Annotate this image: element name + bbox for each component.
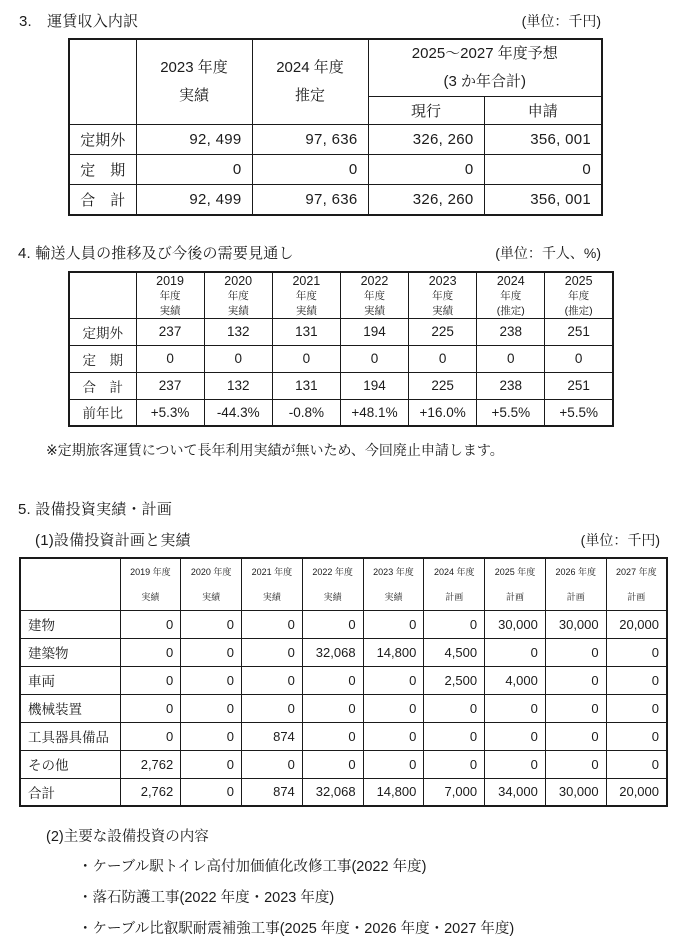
header-row — [20, 558, 667, 610]
column-header-line: 実績 — [202, 591, 221, 602]
table-row — [20, 610, 667, 638]
year-column-header — [424, 558, 485, 610]
investment-items-list — [78, 858, 679, 938]
year-column-header — [606, 558, 667, 610]
value-cell: 4,000 — [485, 666, 546, 694]
section4-title: 4. 輸送人員の推移及び今後の需要見通し — [18, 244, 294, 262]
row-label: 合 計 — [69, 185, 136, 215]
column-header-line: 2026 年度 — [555, 566, 596, 577]
section3-unit-label: (単位：千円) — [521, 13, 601, 29]
value-cell: 0 — [136, 345, 204, 372]
value-cell: +5.3% — [136, 399, 204, 426]
investment-item: ・ケーブル駅トイレ高付加価値化改修工事(2022 年度) — [78, 859, 427, 876]
column-header-line: 年度 — [568, 290, 590, 303]
value-cell: 2,500 — [424, 666, 485, 694]
value-cell: 97, 636 — [252, 125, 368, 155]
column-header-2023 — [136, 39, 252, 125]
passenger-trend-table — [68, 271, 614, 428]
value-cell: 874 — [242, 722, 303, 750]
column-header-line: 実績 — [363, 304, 385, 317]
abolition-note: ※定期旅客運賃について長年利用実績が無いため、今回廃止申請します。 — [46, 442, 504, 459]
table-row — [69, 185, 602, 215]
value-cell: 0 — [242, 638, 303, 666]
column-header-2024 — [252, 39, 368, 125]
header-row-1 — [69, 39, 602, 97]
year-column-header — [363, 558, 424, 610]
value-cell: 326, 260 — [368, 125, 484, 155]
corner-cell — [69, 272, 136, 319]
value-cell: 0 — [606, 722, 667, 750]
value-cell: +5.5% — [477, 399, 545, 426]
year-column-header — [409, 272, 477, 319]
column-header-line: 実績 — [295, 304, 317, 317]
value-cell: 30,000 — [485, 610, 546, 638]
value-cell: 0 — [424, 750, 485, 778]
section5-sub2-title: (2)主要な設備投資の内容 — [46, 829, 209, 846]
section4-heading-row — [18, 242, 601, 263]
column-header-line: 2025 年度 — [494, 566, 536, 577]
fare-revenue-table-body — [69, 125, 602, 215]
value-cell: 0 — [120, 722, 181, 750]
value-cell: 0 — [363, 750, 424, 778]
table-row — [69, 318, 613, 345]
value-cell: 0 — [545, 666, 606, 694]
column-header-line: 年度 — [500, 290, 522, 303]
value-cell: 237 — [136, 318, 204, 345]
value-cell: 0 — [606, 638, 667, 666]
value-cell: 97, 636 — [252, 185, 368, 215]
value-cell: 356, 001 — [484, 125, 602, 155]
value-cell: 0 — [485, 694, 546, 722]
value-cell: 0 — [363, 722, 424, 750]
column-header-line: 実績 — [384, 591, 403, 602]
column-header-line: 実績 — [159, 304, 181, 317]
column-header-line: 実績 — [262, 591, 281, 602]
section3-heading-row — [19, 10, 601, 31]
value-cell: 194 — [340, 318, 408, 345]
value-cell: 4,500 — [424, 638, 485, 666]
value-cell: 0 — [485, 722, 546, 750]
value-cell: 0 — [363, 666, 424, 694]
value-cell: 0 — [606, 694, 667, 722]
value-cell: 0 — [302, 750, 363, 778]
column-header-line: 2025 — [564, 273, 593, 288]
column-header-line: 実績 — [178, 87, 209, 104]
column-header-line: 2025～2027 年度予想 — [411, 45, 558, 62]
column-header-line: 年度 — [432, 290, 454, 303]
passenger-trend-table-header — [69, 272, 613, 319]
fare-revenue-table-header — [69, 39, 602, 125]
table-row — [69, 372, 613, 399]
value-cell: 0 — [368, 155, 484, 185]
value-cell: 0 — [272, 345, 340, 372]
value-cell: 7,000 — [424, 778, 485, 806]
value-cell: 0 — [545, 694, 606, 722]
year-column-header — [485, 558, 546, 610]
value-cell: 0 — [302, 666, 363, 694]
year-column-header — [545, 558, 606, 610]
header-row — [69, 272, 613, 319]
column-header-line: 2023 — [428, 273, 457, 288]
value-cell: 194 — [340, 372, 408, 399]
section3-title: 3. 運賃収入内訳 — [19, 13, 139, 30]
column-header-line: 計画 — [627, 591, 646, 602]
value-cell: 0 — [545, 638, 606, 666]
value-cell: 237 — [136, 372, 204, 399]
value-cell: 0 — [181, 694, 242, 722]
value-cell: 0 — [181, 778, 242, 806]
column-header-current: 現行 — [368, 97, 484, 125]
value-cell: 30,000 — [545, 610, 606, 638]
section5-sub1-heading-row — [35, 529, 660, 550]
value-cell: 0 — [545, 722, 606, 750]
value-cell: 0 — [340, 345, 408, 372]
year-column-header — [120, 558, 181, 610]
table-row — [69, 125, 602, 155]
column-header-line: 2022 — [360, 273, 389, 288]
row-label: 工具器具備品 — [20, 722, 120, 750]
value-cell: 0 — [242, 750, 303, 778]
row-label: その他 — [20, 750, 120, 778]
value-cell: 0 — [409, 345, 477, 372]
column-header-line: 実績 — [432, 304, 454, 317]
column-header-line: 計画 — [505, 591, 524, 602]
value-cell: 0 — [181, 722, 242, 750]
row-label: 定期外 — [69, 125, 136, 155]
value-cell: 0 — [252, 155, 368, 185]
value-cell: 238 — [477, 318, 545, 345]
value-cell: 0 — [242, 694, 303, 722]
column-header-line: 2027 年度 — [616, 566, 657, 577]
section4-unit-label: (単位：千人、%) — [495, 244, 601, 261]
row-label: 定 期 — [69, 155, 136, 185]
row-label: 車両 — [20, 666, 120, 694]
column-header-line: 2024 年度 — [276, 59, 344, 76]
value-cell: 0 — [181, 666, 242, 694]
passenger-trend-table-body — [69, 318, 613, 426]
value-cell: 0 — [302, 610, 363, 638]
value-cell: 225 — [409, 318, 477, 345]
value-cell: 0 — [484, 155, 602, 185]
capital-investment-table-header — [20, 558, 667, 610]
value-cell: 0 — [424, 694, 485, 722]
row-label: 建物 — [20, 610, 120, 638]
value-cell: +5.5% — [545, 399, 613, 426]
row-label: 機械装置 — [20, 694, 120, 722]
value-cell: 32,068 — [302, 638, 363, 666]
column-header-line: 2021 年度 — [251, 566, 293, 577]
table-row — [20, 666, 667, 694]
value-cell: 30,000 — [545, 778, 606, 806]
value-cell: 0 — [363, 610, 424, 638]
table-row — [69, 155, 602, 185]
table-row — [69, 345, 613, 372]
value-cell: 238 — [477, 372, 545, 399]
column-header-line: 推定 — [294, 87, 325, 104]
value-cell: 0 — [606, 750, 667, 778]
column-header-line: 2023 年度 — [160, 59, 228, 76]
column-header-line: 計画 — [445, 591, 464, 602]
value-cell: 0 — [424, 610, 485, 638]
value-cell: 20,000 — [606, 610, 667, 638]
column-header-line: 計画 — [566, 591, 585, 602]
value-cell: 132 — [204, 372, 272, 399]
value-cell: 0 — [181, 610, 242, 638]
value-cell: 131 — [272, 318, 340, 345]
value-cell: 0 — [181, 750, 242, 778]
column-header-applied: 申請 — [484, 97, 602, 125]
year-column-header — [242, 558, 303, 610]
year-column-header — [272, 272, 340, 319]
investment-item: ・ケーブル比叡駅耐震補強工事(2025 年度・2026 年度・2027 年度) — [78, 921, 515, 938]
table-row — [69, 399, 613, 426]
value-cell: 0 — [242, 666, 303, 694]
column-header-line: 2019 年度 — [130, 566, 171, 577]
fare-revenue-table — [68, 38, 603, 216]
document-page — [0, 10, 679, 940]
value-cell: 0 — [136, 155, 252, 185]
value-cell: 131 — [272, 372, 340, 399]
corner-cell — [20, 558, 120, 610]
year-column-header — [136, 272, 204, 319]
value-cell: 326, 260 — [368, 185, 484, 215]
row-label: 定 期 — [69, 345, 136, 372]
value-cell: 92, 499 — [136, 125, 252, 155]
value-cell: 0 — [485, 638, 546, 666]
year-column-header — [204, 272, 272, 319]
value-cell: -0.8% — [272, 399, 340, 426]
value-cell: 0 — [120, 638, 181, 666]
column-header-line: 2020 — [224, 273, 253, 288]
value-cell: 0 — [606, 666, 667, 694]
value-cell: 32,068 — [302, 778, 363, 806]
value-cell: 0 — [545, 345, 613, 372]
column-header-line: (3 か年合計) — [443, 73, 527, 90]
year-column-header — [477, 272, 545, 319]
year-column-header — [302, 558, 363, 610]
row-label: 合計 — [20, 778, 120, 806]
value-cell: 132 — [204, 318, 272, 345]
column-header-line: 2022 年度 — [312, 566, 353, 577]
corner-cell — [69, 39, 136, 125]
section5-unit-label: (単位：千円) — [580, 532, 660, 549]
value-cell: 0 — [477, 345, 545, 372]
column-header-line: 2024 — [496, 273, 525, 288]
row-label: 定期外 — [69, 318, 136, 345]
column-header-line: 年度 — [363, 290, 385, 303]
value-cell: 34,000 — [485, 778, 546, 806]
value-cell: 0 — [363, 694, 424, 722]
value-cell: 14,800 — [363, 638, 424, 666]
value-cell: 0 — [485, 750, 546, 778]
row-label: 合 計 — [69, 372, 136, 399]
investment-item: ・落石防護工事(2022 年度・2023 年度) — [78, 890, 335, 907]
value-cell: 0 — [181, 638, 242, 666]
value-cell: 2,762 — [120, 778, 181, 806]
column-header-line: (推定) — [564, 304, 593, 317]
column-header-line: 2020 年度 — [190, 566, 232, 577]
column-header-line: 年度 — [159, 290, 181, 303]
value-cell: 0 — [302, 694, 363, 722]
column-header-forecast — [368, 39, 602, 97]
capital-investment-table — [19, 557, 668, 807]
row-label: 建築物 — [20, 638, 120, 666]
column-header-line: 年度 — [227, 290, 249, 303]
value-cell: 0 — [545, 750, 606, 778]
year-column-header — [545, 272, 613, 319]
row-label: 前年比 — [69, 399, 136, 426]
column-header-line: 2019 — [156, 273, 184, 288]
column-header-line: 2021 — [292, 273, 321, 288]
value-cell: 251 — [545, 372, 613, 399]
year-column-header — [181, 558, 242, 610]
table-row — [20, 694, 667, 722]
value-cell: -44.3% — [204, 399, 272, 426]
value-cell: 0 — [204, 345, 272, 372]
column-header-line: 実績 — [227, 304, 249, 317]
year-column-header — [340, 272, 408, 319]
value-cell: 20,000 — [606, 778, 667, 806]
value-cell: 0 — [120, 610, 181, 638]
section5-title: 5. 設備投資実績・計画 — [18, 501, 173, 519]
column-header-line: 2024 年度 — [433, 566, 475, 577]
table-row — [20, 722, 667, 750]
value-cell: 0 — [424, 722, 485, 750]
column-header-line: 実績 — [323, 591, 342, 602]
value-cell: 251 — [545, 318, 613, 345]
column-header-line: 2023 年度 — [373, 566, 414, 577]
table-row — [20, 778, 667, 806]
value-cell: 0 — [120, 694, 181, 722]
column-header-line: 実績 — [141, 591, 160, 602]
column-header-line: (推定) — [496, 304, 525, 317]
value-cell: 14,800 — [363, 778, 424, 806]
table-row — [20, 750, 667, 778]
value-cell: 874 — [242, 778, 303, 806]
capital-investment-table-body — [20, 610, 667, 806]
value-cell: 0 — [120, 666, 181, 694]
table-row — [20, 638, 667, 666]
value-cell: 225 — [409, 372, 477, 399]
section5-sub1-title: (1)設備投資計画と実績 — [35, 532, 191, 550]
value-cell: 356, 001 — [484, 185, 602, 215]
value-cell: +48.1% — [340, 399, 408, 426]
value-cell: +16.0% — [409, 399, 477, 426]
column-header-line: 年度 — [295, 290, 317, 303]
value-cell: 92, 499 — [136, 185, 252, 215]
value-cell: 2,762 — [120, 750, 181, 778]
value-cell: 0 — [302, 722, 363, 750]
value-cell: 0 — [242, 610, 303, 638]
